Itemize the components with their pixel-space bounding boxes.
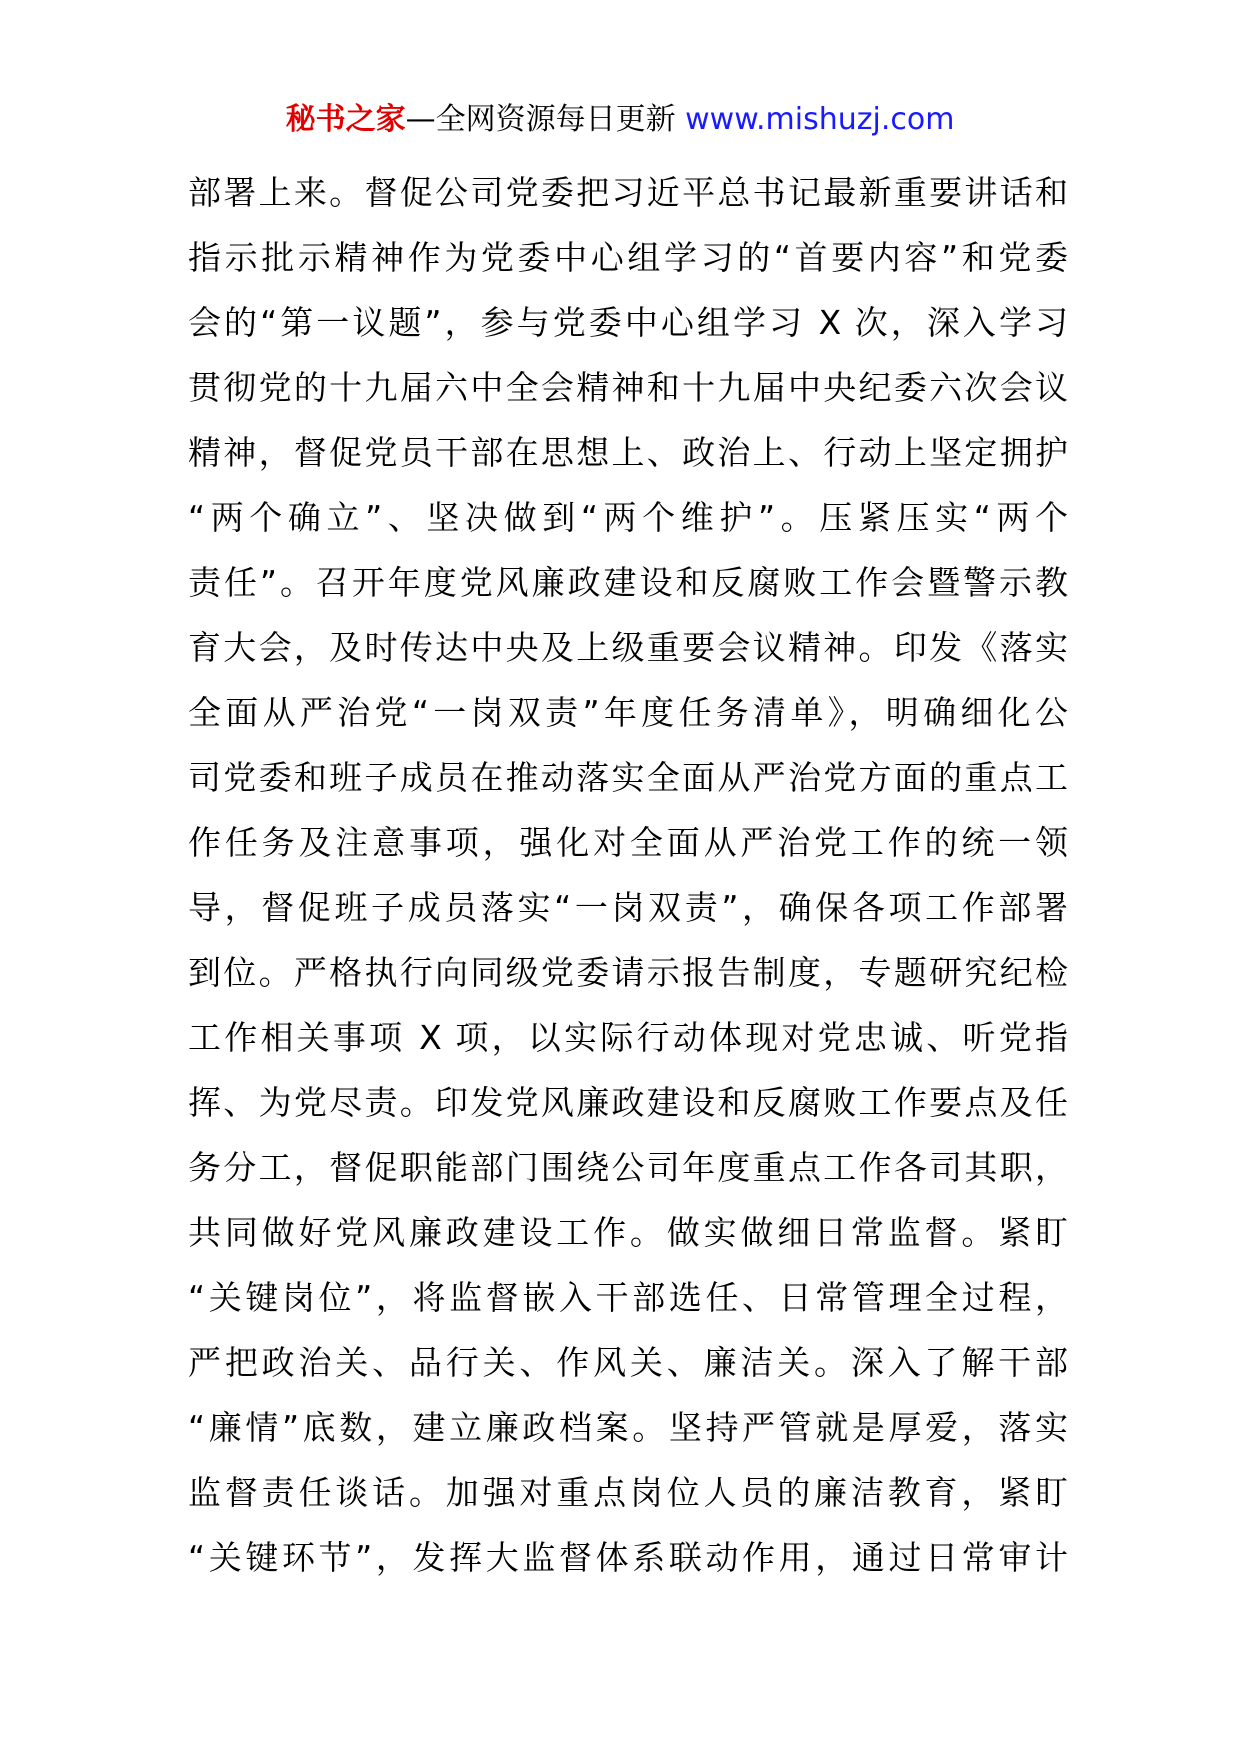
text-line: 部署上来。督促公司党委把习近平总书记最新重要讲话和 bbox=[188, 173, 1068, 212]
document-body bbox=[188, 160, 1068, 1590]
text-line: 精神，督促党员干部在思想上、政治上、行动上坚定拥护 bbox=[188, 433, 1068, 472]
header-slogan: —全网资源每日更新 bbox=[405, 102, 686, 137]
text-line: 指示批示精神作为党委中心组学习的“首要内容”和党委 bbox=[188, 238, 1068, 277]
text-line: 到位。严格执行向同级党委请示报告制度，专题研究纪检 bbox=[188, 953, 1068, 992]
text-line: 司党委和班子成员在推动落实全面从严治党方面的重点工 bbox=[188, 758, 1068, 797]
text-line: “两个确立”、坚决做到“两个维护”。压紧压实“两个 bbox=[188, 498, 1068, 537]
text-line: 会的“第一议题”，参与党委中心组学习 X 次，深入学习 bbox=[188, 303, 1068, 342]
text-line: 工作相关事项 X 项，以实际行动体现对党忠诚、听党指 bbox=[188, 1018, 1068, 1057]
brand-name: 秘书之家 bbox=[285, 102, 406, 137]
site-url-link[interactable]: www.mishuzj.com bbox=[685, 102, 955, 137]
site-header bbox=[0, 100, 1240, 140]
text-line: 导，督促班子成员落实“一岗双责”，确保各项工作部署 bbox=[188, 888, 1068, 927]
text-line: 严把政治关、品行关、作风关、廉洁关。深入了解干部 bbox=[188, 1343, 1068, 1382]
text-line: 贯彻党的十九届六中全会精神和十九届中央纪委六次会议 bbox=[188, 368, 1068, 407]
text-line: “关键环节”，发挥大监督体系联动作用，通过日常审计 bbox=[188, 1538, 1068, 1577]
text-line: 监督责任谈话。加强对重点岗位人员的廉洁教育，紧盯 bbox=[188, 1473, 1068, 1512]
text-line: 挥、为党尽责。印发党风廉政建设和反腐败工作要点及任 bbox=[188, 1083, 1068, 1122]
text-line: “关键岗位”，将监督嵌入干部选任、日常管理全过程， bbox=[188, 1278, 1068, 1317]
text-line: 务分工，督促职能部门围绕公司年度重点工作各司其职， bbox=[188, 1148, 1068, 1187]
text-line: 作任务及注意事项，强化对全面从严治党工作的统一领 bbox=[188, 823, 1068, 862]
text-line: 共同做好党风廉政建设工作。做实做细日常监督。紧盯 bbox=[188, 1213, 1068, 1252]
text-line: 育大会，及时传达中央及上级重要会议精神。印发《落实 bbox=[188, 628, 1068, 667]
text-line: “廉情”底数，建立廉政档案。坚持严管就是厚爱，落实 bbox=[188, 1408, 1068, 1447]
text-line: 责任”。召开年度党风廉政建设和反腐败工作会暨警示教 bbox=[188, 563, 1068, 602]
text-line: 全面从严治党“一岗双责”年度任务清单》，明确细化公 bbox=[188, 693, 1068, 732]
